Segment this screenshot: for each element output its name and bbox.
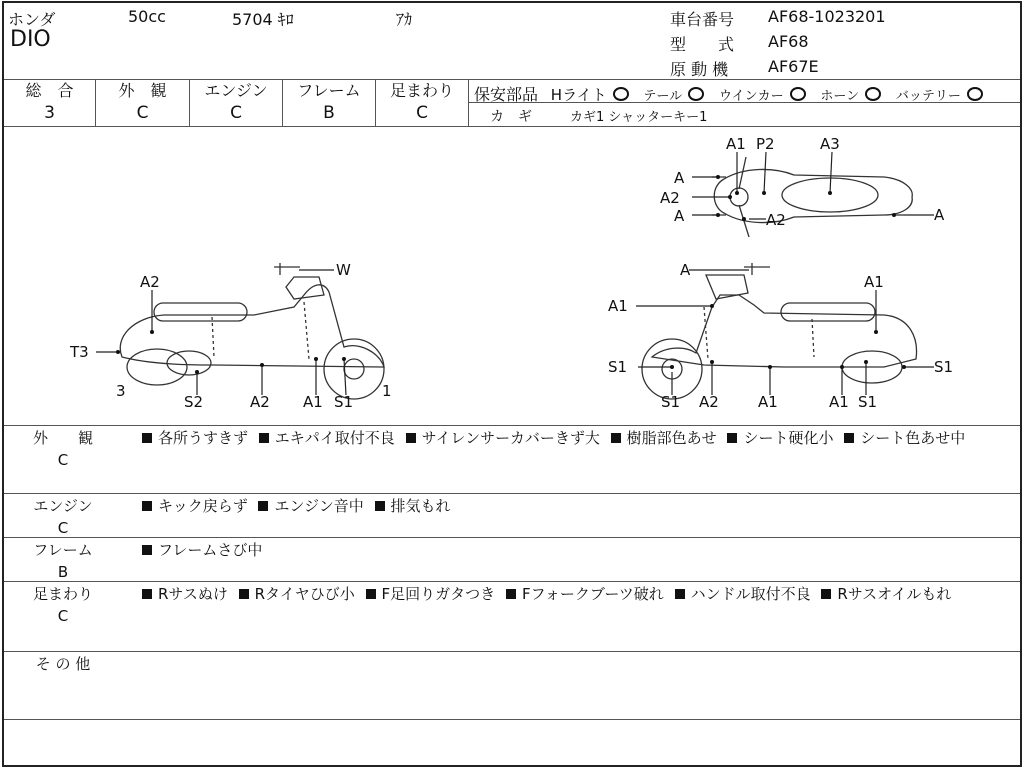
section-suspension-label: 足まわり C (32, 585, 93, 625)
diagram-label: S1 (334, 393, 354, 411)
damage-points (116, 175, 906, 374)
section-frame-items: フレームさび中 (136, 539, 1006, 561)
diagram-label: S2 (184, 393, 204, 411)
diagram-label: S1 (858, 393, 878, 411)
grade-overall: 総 合 3 (25, 81, 74, 123)
diagram-label: S1 (661, 393, 681, 411)
bullet-square-icon (142, 501, 152, 511)
section-suspension-items: Rサスぬけ Rタイヤひび小 F足回りガタつき Fフォークブーツ破れ ハンドル取付不良 Rサスオイルもれ (136, 583, 1006, 605)
frame-number-label: 車台番号 (670, 10, 735, 29)
diagram-label: P2 (756, 135, 775, 153)
model-type-label: 型 式 (670, 35, 735, 54)
diagram-label: A2 (660, 189, 680, 207)
safety-item-battery: バッテリー (896, 89, 993, 104)
grade-suspension: 足まわり C (389, 81, 454, 123)
section-engine-label: エンジン C (33, 497, 93, 537)
diagram-label: A (674, 169, 685, 187)
check-mark-icon (967, 87, 983, 101)
diagram-label: A (674, 207, 685, 225)
diagram-label: 1 (382, 382, 392, 400)
diagram-label: T3 (70, 343, 89, 361)
bullet-square-icon (366, 589, 376, 599)
bullet-square-icon (259, 433, 269, 443)
diagram-label: A (934, 206, 945, 224)
bullet-square-icon (142, 589, 152, 599)
divider (4, 719, 1020, 720)
grade-engine: エンジン C (204, 81, 268, 123)
leader-lines (96, 152, 934, 395)
model-type: AF68 (768, 32, 809, 51)
grade-exterior: 外 観 C (118, 81, 167, 123)
safety-item-headlight: Hライト (551, 86, 639, 104)
diagram-label: A1 (758, 393, 778, 411)
bullet-square-icon (406, 433, 416, 443)
bullet-square-icon (258, 501, 268, 511)
section-other-label: そ の 他 (35, 655, 91, 673)
section-frame-label: フレーム B (33, 541, 93, 581)
divider (4, 651, 1020, 652)
diagram-label: S1 (934, 358, 954, 376)
model-name: DIO (10, 27, 51, 52)
bullet-square-icon (375, 501, 385, 511)
safety-item-winker: ウインカー (719, 89, 816, 104)
diagram-label: A2 (140, 273, 160, 291)
section-engine-items: キック戻らず エンジン音中 排気もれ (136, 495, 1006, 517)
diagram-label: A1 (608, 297, 628, 315)
key-text: カギ1 シャッターキー1 (570, 110, 708, 125)
inspection-sheet (2, 1, 1022, 767)
diagram-label: A2 (699, 393, 719, 411)
check-mark-icon (613, 87, 629, 101)
bullet-square-icon (142, 433, 152, 443)
diagram-labels (69, 135, 953, 411)
diagram-label: A1 (303, 393, 323, 411)
divider (4, 425, 1020, 426)
frame-number: AF68-1023201 (768, 7, 886, 26)
diagram-label: S1 (608, 358, 628, 376)
diagram-label: A1 (864, 273, 884, 291)
grade-frame: フレーム B (297, 81, 361, 123)
diagram-label: W (336, 261, 351, 279)
check-mark-icon (790, 87, 806, 101)
section-exterior-items: 各所うすきず エキパイ取付不良 サイレンサーカバーきず大 樹脂部色あせ シート硬化小 シート色あせ中 (136, 427, 1006, 449)
divider (4, 493, 1020, 494)
diagram-label: A1 (726, 135, 746, 153)
key-label: カ ギ (490, 109, 532, 125)
body-color: ｱｶ (396, 10, 413, 29)
scooter-top-view (712, 157, 912, 237)
divider (4, 581, 1020, 582)
engine-model-label: 原 動 機 (670, 60, 729, 79)
divider (4, 537, 1020, 538)
maker-name: ホンダ (8, 10, 56, 29)
safety-item-tail: テール (643, 89, 714, 104)
bullet-square-icon (821, 589, 831, 599)
check-mark-icon (865, 87, 881, 101)
check-mark-icon (688, 87, 704, 101)
mileage: 5704 ｷﾛ (232, 10, 294, 29)
safety-parts-row (474, 82, 993, 105)
damage-diagram (4, 127, 1020, 425)
bullet-square-icon (506, 589, 516, 599)
diagram-label: A1 (829, 393, 849, 411)
safety-item-horn: ホーン (820, 89, 891, 104)
bullet-square-icon (727, 433, 737, 443)
safety-parts-title: 保安部品 (474, 85, 539, 104)
diagram-label: A3 (820, 135, 840, 153)
engine-model: AF67E (768, 57, 819, 76)
bullet-square-icon (675, 589, 685, 599)
bullet-square-icon (142, 545, 152, 555)
section-exterior-label: 外 観 C (32, 429, 93, 469)
bullet-square-icon (844, 433, 854, 443)
bullet-square-icon (239, 589, 249, 599)
bullet-square-icon (611, 433, 621, 443)
diagram-label: 3 (116, 382, 126, 400)
diagram-label: A2 (250, 393, 270, 411)
displacement: 50cc (128, 7, 166, 26)
diagram-label: A (680, 261, 691, 279)
diagram-label: A2 (766, 211, 786, 229)
